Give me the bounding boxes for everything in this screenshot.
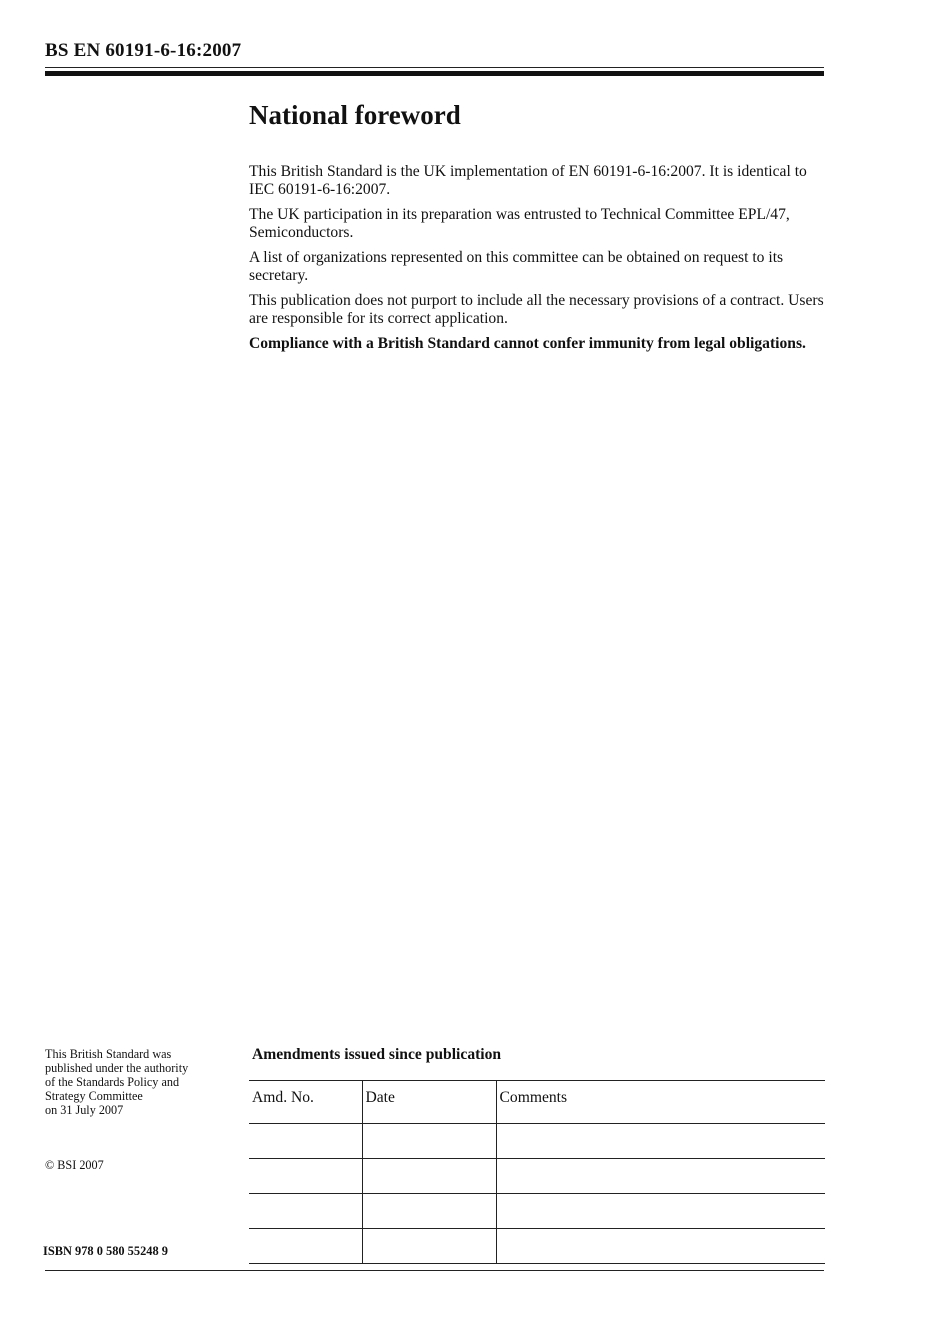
- foreword-body: [249, 163, 827, 360]
- table-cell: [362, 1229, 496, 1264]
- column-header-date: Date: [362, 1081, 496, 1124]
- amendments-heading: Amendments issued since publication: [252, 1046, 502, 1063]
- foreword-paragraph: This British Standard is the UK implementation of EN 60191-6-16:2007. It is identical to IEC 60191-6-16:2007.: [249, 163, 807, 198]
- table-cell: [249, 1159, 362, 1194]
- compliance-statement: Compliance with a British Standard cannot confer immunity from legal obligations.: [249, 335, 806, 352]
- publication-note-line: of the Standards Policy and: [45, 1075, 180, 1089]
- footer-rule: [45, 1270, 824, 1271]
- table-row: [249, 1159, 825, 1194]
- table-cell: [496, 1159, 825, 1194]
- table-cell: [496, 1229, 825, 1264]
- table-cell: [362, 1194, 496, 1229]
- table-cell: [249, 1124, 362, 1159]
- table-cell: [362, 1124, 496, 1159]
- table-cell: [249, 1229, 362, 1264]
- header-rule-thick: [45, 71, 824, 76]
- foreword-paragraph: This publication does not purport to include all the necessary provisions of a contract. Users are responsible for its correct application.: [249, 292, 824, 327]
- header-rule-thin: [45, 67, 824, 68]
- table-cell: [362, 1159, 496, 1194]
- publication-note-line: published under the authority: [45, 1061, 189, 1075]
- column-header-amd-no: Amd. No.: [249, 1081, 362, 1124]
- foreword-paragraph: A list of organizations represented on this committee can be obtained on request to its secretary.: [249, 249, 784, 284]
- copyright-notice: © BSI 2007: [45, 1158, 104, 1172]
- publication-note-line: This British Standard was: [45, 1047, 172, 1061]
- table-header-row: [249, 1081, 825, 1124]
- document-id: BS EN 60191-6-16:2007: [45, 40, 242, 61]
- isbn: ISBN 978 0 580 55248 9: [43, 1244, 168, 1258]
- publication-note-line: Strategy Committee: [45, 1089, 143, 1103]
- table-cell: [496, 1124, 825, 1159]
- table-row: [249, 1124, 825, 1159]
- amendments-table: [249, 1080, 825, 1264]
- publication-note: [45, 1047, 245, 1117]
- page-title: National foreword: [249, 100, 461, 130]
- column-header-comments: Comments: [496, 1081, 825, 1124]
- table-row: [249, 1194, 825, 1229]
- table-row: [249, 1229, 825, 1264]
- foreword-paragraph: The UK participation in its preparation was entrusted to Technical Committee EPL/47, Semiconductors.: [249, 206, 790, 241]
- table-cell: [496, 1194, 825, 1229]
- publication-note-line: on 31 July 2007: [45, 1103, 124, 1117]
- table-cell: [249, 1194, 362, 1229]
